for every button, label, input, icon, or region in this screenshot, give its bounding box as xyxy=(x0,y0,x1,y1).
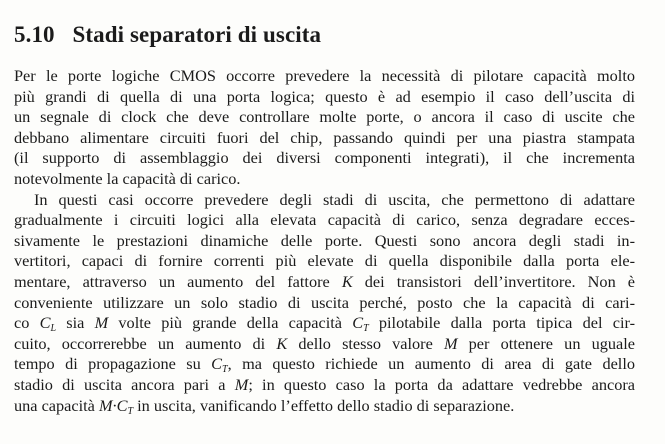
text-run: conveniente utilizzare un solo stadio di uscita perché, posto che la capacità di cari- xyxy=(14,292,635,312)
math-symbol: C xyxy=(352,313,364,333)
text-run: debbano alimentare circuiti fuori del chip, passando quindi per una piastra stampata xyxy=(14,127,635,147)
text-line xyxy=(14,128,635,149)
text-run: gradualmente i circuiti logici alla elevata capacità di carico, senza degradare ecces- xyxy=(14,210,635,230)
text-line xyxy=(14,66,635,87)
math-symbol: M xyxy=(443,333,458,353)
math-symbol: K xyxy=(276,333,288,353)
math-subscript: T xyxy=(363,323,369,335)
text-line xyxy=(14,107,635,128)
paragraph xyxy=(14,66,635,190)
math-symbol: K xyxy=(341,271,353,291)
text-run: mentare, attraverso un aumento del fattore xyxy=(14,271,342,291)
text-line xyxy=(14,87,635,108)
text-line xyxy=(14,251,635,272)
text-run: più grandi di quella di una porta logica; questo è ad esempio il caso dell’uscita di xyxy=(14,86,635,106)
text-run: dei transistori dell’invertitore. Non è xyxy=(352,271,636,291)
math-symbol: M·C xyxy=(98,395,128,415)
math-subscript: L xyxy=(50,323,57,335)
text-run: Per le porte logiche CMOS occorre prevedere la necessità di pilotare capacità molto xyxy=(14,66,635,85)
text-run: in uscita, vanificando l’effetto dello stadio di separazione. xyxy=(133,395,515,415)
text-run: In questi casi occorre prevedere degli stadi di uscita, che permettono di adattare xyxy=(34,189,635,209)
text-line xyxy=(14,148,635,169)
text-run: volte più grande della capacità xyxy=(108,313,353,333)
section-heading xyxy=(14,22,321,48)
text-line xyxy=(14,375,635,396)
paragraph xyxy=(14,190,635,417)
text-line xyxy=(14,272,635,293)
body-text xyxy=(14,66,635,416)
math-symbol: C xyxy=(211,354,223,374)
text-run: per ottenere un uguale xyxy=(457,333,636,353)
text-run: pilotabile dalla porta tipica del cir- xyxy=(368,313,635,333)
text-line xyxy=(14,169,635,190)
text-line xyxy=(14,354,635,375)
math-subscript: T xyxy=(127,405,134,417)
text-run: notevolmente la capacità di carico. xyxy=(14,168,241,188)
text-line xyxy=(14,293,635,314)
text-line xyxy=(14,313,635,334)
text-run: cuito, occorrerebbe un aumento di xyxy=(14,333,277,353)
text-run: co xyxy=(14,313,40,333)
text-run: sivamente le prestazioni dinamiche delle porte. Questi sono ancora degli stadi in- xyxy=(14,230,635,250)
text-run: (il supporto di assemblaggio dei diversi componenti integrati), il che incrementa xyxy=(14,148,635,168)
math-subscript: T xyxy=(222,364,228,376)
text-run: vertitori, capaci di fornire correnti più elevate di quella disponibile dalla porta ele- xyxy=(14,251,635,271)
text-run: una capacità xyxy=(14,395,99,415)
text-run: , ma questo richiede un aumento di area di gate dello xyxy=(227,354,635,374)
text-run: un segnale di clock che deve controllare molte porte, o ancora il caso di uscite che xyxy=(14,107,635,127)
text-line xyxy=(14,334,635,355)
math-symbol: M xyxy=(234,374,249,394)
text-run: dello stesso valore xyxy=(287,333,444,353)
section-title: Stadi separatori di uscita xyxy=(72,22,322,47)
math-symbol: M xyxy=(94,313,109,333)
text-line xyxy=(14,231,635,252)
text-line xyxy=(14,396,635,417)
text-run: stadio di uscita ancora pari a xyxy=(14,374,235,394)
text-run: ; in questo caso la porta da adattare vedrebbe ancora xyxy=(248,374,636,394)
text-run: tempo di propagazione su xyxy=(14,354,212,374)
text-line xyxy=(14,190,635,211)
math-symbol: C xyxy=(39,313,51,333)
text-run: sia xyxy=(56,313,95,333)
text-line xyxy=(14,210,635,231)
section-number: 5.10 xyxy=(14,22,55,47)
